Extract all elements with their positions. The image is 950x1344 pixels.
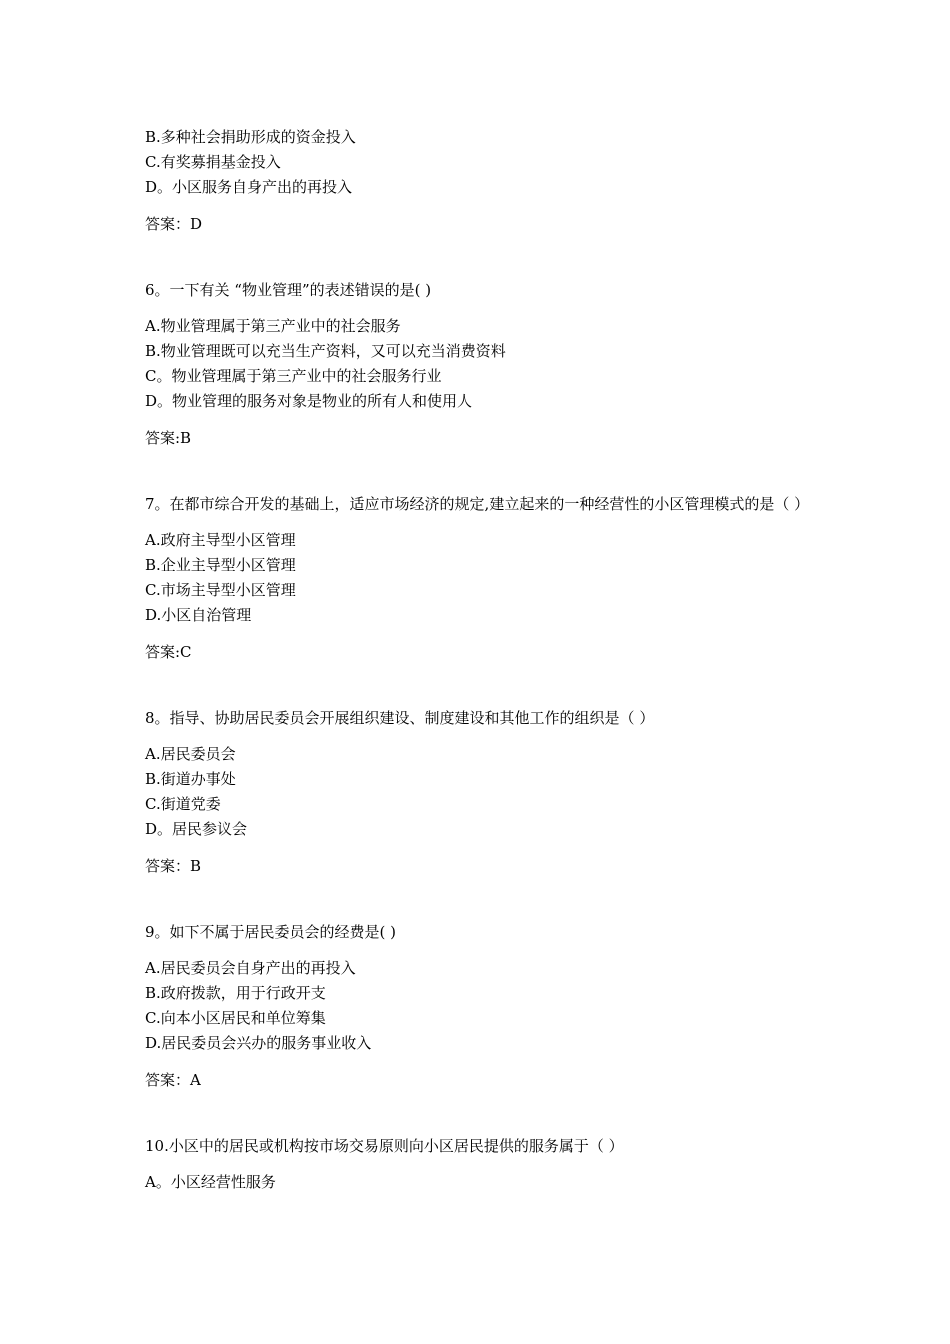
- option-line: D。物业管理的服务对象是物业的所有人和使用人: [145, 392, 473, 410]
- option-line: A.政府主导型小区管理: [145, 531, 296, 549]
- answer-line: 答案：A: [145, 1071, 201, 1089]
- question-8: [145, 705, 810, 879]
- question-stem: 8。指导、协助居民委员会开展组织建设、制度建设和其他工作的组织是（ ）: [145, 709, 655, 727]
- answer-line: 答案:B: [145, 429, 192, 447]
- question-10: [145, 1133, 810, 1195]
- intro-block: [145, 125, 810, 237]
- option-line: C。物业管理属于第三产业中的社会服务行业: [145, 367, 442, 385]
- question-6: [145, 277, 810, 451]
- option-line: B.街道办事处: [145, 770, 236, 788]
- option-line: C.向本小区居民和单位筹集: [145, 1009, 326, 1027]
- question-stem: 9。如下不属于居民委员会的经费是( ): [145, 923, 397, 941]
- question-stem: 6。一下有关 “物业管理”的表述错误的是( ): [145, 281, 432, 299]
- option-list: [145, 314, 810, 414]
- option-line: C.市场主导型小区管理: [145, 581, 296, 599]
- option-line: A.物业管理属于第三产业中的社会服务: [145, 317, 401, 335]
- option-line: A.居民委员会自身产出的再投入: [145, 959, 356, 977]
- question-7: [145, 491, 810, 665]
- option-line: D。居民参议会: [145, 820, 248, 838]
- question-stem: 10.小区中的居民或机构按市场交易原则向小区居民提供的服务属于（ ）: [145, 1137, 624, 1155]
- document-page: [145, 125, 810, 1195]
- option-line: A。小区经营性服务: [145, 1173, 276, 1191]
- option-list: [145, 742, 810, 842]
- option-list: [145, 528, 810, 628]
- answer-line: 答案:C: [145, 643, 192, 661]
- option-line: B.物业管理既可以充当生产资料，又可以充当消费资料: [145, 342, 506, 360]
- answer-line: 答案：B: [145, 857, 202, 875]
- answer-line: 答案：D: [145, 215, 203, 233]
- option-line: D.居民委员会兴办的服务事业收入: [145, 1034, 372, 1052]
- question-9: [145, 919, 810, 1093]
- option-line: D.小区自治管理: [145, 606, 252, 624]
- option-line: C.有奖募捐基金投入: [145, 153, 281, 171]
- option-list: [145, 1170, 810, 1195]
- option-line: B.政府拨款，用于行政开支: [145, 984, 326, 1002]
- option-line: D。小区服务自身产出的再投入: [145, 178, 353, 196]
- option-line: B.企业主导型小区管理: [145, 556, 296, 574]
- option-line: B.多种社会捐助形成的资金投入: [145, 128, 356, 146]
- option-line: C.街道党委: [145, 795, 221, 813]
- option-list: [145, 956, 810, 1056]
- option-line: A.居民委员会: [145, 745, 236, 763]
- question-stem: 7。在都市综合开发的基础上，适应市场经济的规定,建立起来的一种经营性的小区管理模式的是（ ）: [145, 495, 810, 513]
